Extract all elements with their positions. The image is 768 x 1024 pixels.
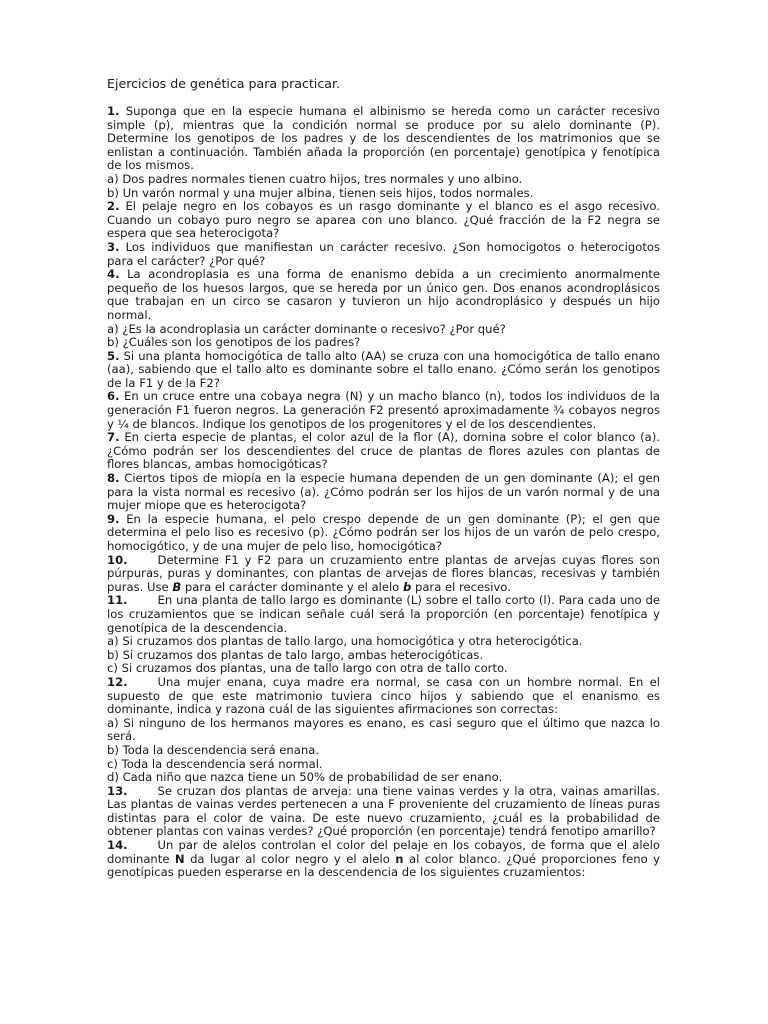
exercise-number: 3. — [107, 239, 120, 254]
exercise-13 — [107, 785, 660, 839]
exercise-number: 9. — [107, 511, 120, 526]
exercise-5 — [107, 350, 660, 391]
exercise-paragraph — [107, 431, 660, 472]
exercise-text: En cierta especie de plantas, el color azul de la flor (A), domina sobre el color blanco (a). ¿Cómo podrán ser los descendientes del cruce de plantas de flores azules con plantas de flores blancas, ambas homocigóticas? — [107, 430, 660, 472]
exercise-text: da lugar al color negro y el alelo — [184, 851, 396, 866]
exercise-text: para el recesivo. — [411, 579, 511, 594]
exercise-8 — [107, 472, 660, 513]
exercise-item: c) Toda la descendencia será normal. — [107, 756, 323, 771]
exercise-paragraph — [107, 513, 660, 554]
exercise-text: al color blanco. ¿Qué proporciones feno y genotípicas pueden esperarse en la descendencia de los siguientes cruzamientos: — [107, 851, 660, 880]
exercise-item: a) Si ninguno de los hermanos mayores es enano, es casi seguro que el último que nazca lo será. — [107, 715, 660, 744]
exercise-text: Los individuos que manifiestan un carácter recesivo. ¿Son homocigotos o heterocigotos para el carácter? ¿Por qué? — [107, 239, 660, 268]
dominant-allele-symbol: N — [174, 851, 185, 866]
exercise-4 — [107, 268, 660, 350]
exercise-text: para el carácter dominante y el alelo — [181, 579, 403, 594]
exercise-number: 8. — [107, 471, 120, 486]
exercise-number: 14. — [107, 838, 128, 853]
exercise-item: a) ¿Es la acondroplasia un carácter dominante o recesivo? ¿Por qué? — [107, 321, 506, 336]
exercise-text: La acondroplasia es una forma de enanismo debida a un crecimiento anormalmente pequeño de los huesos largos, que se hereda por un único gen. Dos enanos acondroplásicos que trabajan en un circo se casaron y tuvieron un hijo acondroplásico y después un hijo normal. — [107, 267, 660, 322]
exercise-number: 1. — [107, 104, 120, 118]
exercise-number: 13. — [107, 783, 128, 798]
exercise-paragraph — [107, 554, 660, 595]
document-title: Ejercicios de genética para practicar. — [107, 76, 341, 91]
exercise-item: a) Dos padres normales tienen cuatro hijos, tres normales y uno albino. — [107, 171, 523, 186]
exercise-6 — [107, 390, 660, 431]
exercise-text: En una planta de tallo largo es dominante (L) sobre el tallo corto (l). Para cada uno de los cruzamientos que se indican señale cuál será la proporción (en porcentaje) fenotípica y genotípica de la descendencia. — [107, 593, 660, 635]
exercise-2 — [107, 200, 660, 241]
exercise-paragraph — [107, 350, 660, 391]
exercise-10 — [107, 554, 660, 595]
exercise-text: En la especie humana, el pelo crespo depende de un gen dominante (P); el gen que determina el pelo liso es recesivo (p). ¿Cómo podrán ser los hijos de un varón de pelo crespo, homocigótico, y de una mujer de pelo liso, homocigótica? — [107, 511, 660, 553]
exercise-paragraph — [107, 200, 660, 241]
exercise-number: 7. — [107, 430, 120, 445]
exercise-item: b) Un varón normal y una mujer albina, tienen seis hijos, todos normales. — [107, 185, 534, 200]
exercise-text: Se cruzan dos plantas de arveja: una tiene vainas verdes y la otra, vainas amarillas. Las plantas de vainas verdes pertenecen a una F proveniente del cruzamiento de líneas puras distintas para el color de vaina. De este nuevo cruzamiento, ¿cuál es la probabilidad de obtener plantas con vainas verdes? ¿Qué proporción (en porcentaje) tendrá fenotipo amarillo? — [107, 783, 660, 839]
exercise-paragraph — [107, 472, 660, 513]
exercise-text: El pelaje negro en los cobayos es un rasgo dominante y el blanco es el asgo recesivo. Cuando un cobayo puro negro se aparea con uno blanco. ¿Qué fracción de la F2 negra se espera que sea heterocigota? — [107, 199, 660, 241]
exercise-1 — [107, 105, 660, 200]
exercise-item: d) Cada niño que nazca tiene un 50% de probabilidad de ser enano. — [107, 770, 503, 785]
exercise-paragraph — [107, 594, 660, 635]
exercise-9 — [107, 513, 660, 554]
exercise-7 — [107, 431, 660, 472]
exercise-text: En un cruce entre una cobaya negra (N) y un macho blanco (n), todos los individuos de la generación F1 fueron negros. La generación F2 presentó aproximadamente ¾ cobayos negros y ¼ de blancos. Indique los genotipos de los progenitores y el de los descendientes. — [107, 389, 660, 431]
exercise-number: 12. — [107, 674, 128, 689]
recessive-allele-symbol: b — [402, 579, 412, 594]
exercise-3 — [107, 241, 660, 268]
document-page — [107, 76, 660, 880]
exercise-paragraph — [107, 268, 660, 322]
exercise-12 — [107, 676, 660, 785]
exercise-text: Un par de alelos controlan el color del pelaje en los cobayos, de forma que el alelo dominante — [107, 838, 660, 866]
exercise-14 — [107, 839, 660, 880]
exercise-number: 10. — [107, 552, 128, 567]
recessive-allele-symbol: n — [395, 851, 404, 866]
exercise-paragraph — [107, 839, 660, 880]
exercise-11 — [107, 594, 660, 676]
exercise-item: b) Toda la descendencia será enana. — [107, 742, 319, 757]
exercise-paragraph — [107, 390, 660, 431]
exercise-text: Determine F1 y F2 para un cruzamiento entre plantas de arvejas cuyas flores son púrpuras, puras y dominantes, con plantas de arvejas de flores blancas, recesivas y también puras. Use — [107, 552, 660, 594]
exercise-paragraph — [107, 105, 660, 173]
exercise-text: Ciertos tipos de miopía en la especie humana dependen de un gen dominante (A); el gen para la vista normal es recesivo (a). ¿Cómo podrán ser los hijos de un varón normal y de una mujer miope que es heterocigota? — [107, 471, 660, 513]
exercise-paragraph — [107, 241, 660, 268]
exercise-text: Suponga que en la especie humana el albinismo se hereda como un carácter recesivo simple (p), mientras que la condición normal se produce por su alelo dominante (P). Determine los genotipos de los padres y de los descendientes de los matrimonios que se enlistan a continuación. También añada la proporción (en porcentaje) genotípica y fenotípica de los mismos. — [107, 104, 660, 173]
exercise-item: b) ¿Cuáles son los genotipos de los padres? — [107, 335, 361, 350]
exercise-text: Si una planta homocigótica de tallo alto (AA) se cruza con una homocigótica de tallo enano (aa), sabiendo que el tallo alto es dominante sobre el tallo enano. ¿Cómo serán los genotipos de la F1 y de la F2? — [107, 348, 660, 390]
exercise-number: 6. — [107, 389, 120, 404]
exercise-item: c) Si cruzamos dos plantas, una de tallo largo con otra de tallo corto. — [107, 661, 508, 676]
exercise-paragraph — [107, 785, 660, 839]
exercise-number: 4. — [107, 267, 120, 282]
exercise-number: 5. — [107, 348, 120, 363]
exercise-item: b) Si cruzamos dos plantas de talo largo, ambas heterocigóticas. — [107, 647, 484, 662]
exercise-text: Una mujer enana, cuya madre era normal, se casa con un hombre normal. En el supuesto de que este matrimonio tuviera cinco hijos y sabiendo que el enanismo es dominante, indica y razona cuál de las siguientes afirmaciones son correctas: — [107, 674, 660, 717]
dominant-allele-symbol: B — [172, 579, 182, 594]
exercise-number: 11. — [107, 593, 128, 608]
exercise-item: a) Si cruzamos dos plantas de tallo largo, una homocigótica y otra heterocigótica. — [107, 634, 583, 649]
exercise-paragraph — [107, 676, 660, 717]
exercise-number: 2. — [107, 199, 120, 214]
